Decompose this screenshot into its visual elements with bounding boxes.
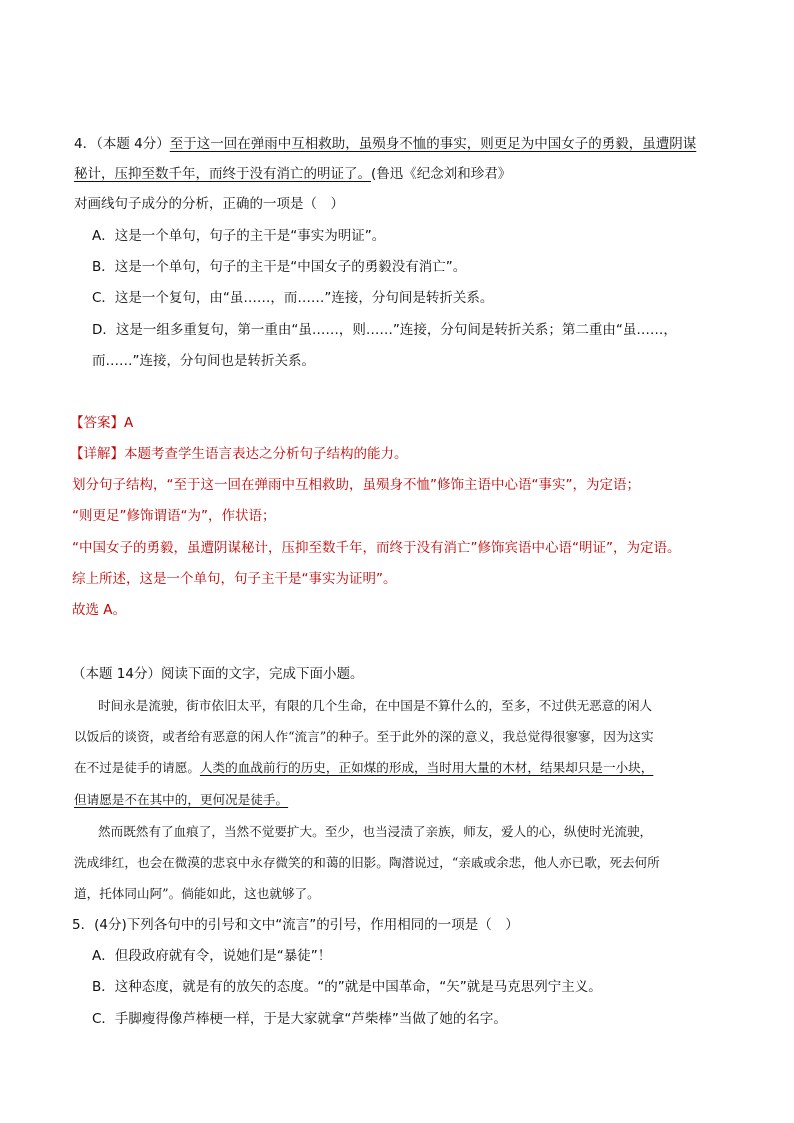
passage-p1-line-1: 时间永是流驶，街市依旧太平，有限的几个生命，在中国是不算什么的，至多，不过供无恶意的闲人	[98, 698, 653, 713]
answer-label: 【答案】	[70, 415, 124, 431]
passage-p1-line-2: 以饭后的谈资，或者给有恶意的闲人作“流言”的种子。至于此外的深的意义，我总觉得很寥寥，因为这实	[74, 729, 654, 744]
q4-option-a: A．这是一个单句，句子的主干是“事实为明证”。	[92, 228, 386, 244]
detail-label: 【详解】	[70, 446, 124, 462]
detail-line-2: 划分句子结构，“至于这一回在弹雨中互相救助，虽殒身不恤”修饰主语中心语“事实”，为定语；	[72, 477, 640, 493]
detail-line-6: 故选 A。	[72, 602, 127, 618]
q4-stem-line-2	[74, 164, 511, 184]
passage-p2-line-1: 然而既然有了血痕了，当然不觉要扩大。至少，也当浸渍了亲族，师友，爱人的心，纵使时光流驶，	[98, 824, 653, 839]
q4-number: 4．	[74, 136, 97, 152]
q4-score: （本题 4分）	[96, 136, 170, 152]
passage-p2-line-2: 洗成绯红，也会在微漠的悲哀中永存微笑的和蔼的旧影。陶潜说过，“亲戚或余悲，他人亦已歌，死去何所	[74, 855, 660, 870]
q5-option-b: B．这种态度，就是有的放矢的态度。“的”就是中国革命，“矢”就是马克思列宁主义。	[92, 979, 602, 995]
detail-text-1: 本题考查学生语言表达之分析句子结构的能力。	[124, 446, 408, 462]
q4-underlined-sentence-part1: 至于这一回在弹雨中互相救助，虽殒身不恤的事实，则更足为中国女子的勇毅，虽遭阴谋	[169, 136, 697, 152]
q5-option-c: C．手脚瘦得像芦棒梗一样，于是大家就拿“芦柴棒”当做了她的名字。	[92, 1011, 507, 1027]
passage-underlined-sentence-part1: 人类的血战前行的历史，正如煤的形成，当时用大量的木材，结果却只是一小块，	[199, 760, 654, 775]
passage-p1-line-4	[74, 790, 288, 810]
reading-intro: （本题 14分）阅读下面的文字，完成下面小题。	[72, 666, 364, 682]
detail-line-4: “中国女子的勇毅，虽遭阴谋秘计，压抑至数千年，而终于没有消亡”修饰宾语中心语“明证”，为定语。	[72, 540, 681, 556]
q4-option-d-line-2: 而……”连接，分句间也是转折关系。	[92, 353, 315, 369]
passage-p2-line-3: 道，托体同山阿”。倘能如此，这也就够了。	[74, 886, 320, 901]
answer-value: A	[124, 415, 134, 431]
q4-option-b: B．这是一个单句，句子的主干是“中国女子的勇毅没有消亡”。	[92, 259, 467, 275]
detail-line-1	[70, 444, 408, 464]
answer-line	[70, 413, 133, 433]
q4-underlined-sentence-part2: 秘计，压抑至数千年，而终于没有消亡的明证了。	[74, 166, 371, 182]
passage-p1-line-3	[74, 758, 653, 778]
detail-line-5: 综上所述，这是一个单句，句子主干是“事实为证明”。	[72, 571, 397, 587]
q4-source: (鲁迅《纪念刘和珍君》	[371, 166, 512, 182]
q4-option-c: C．这是一个复句，由“虽……，而……”连接，分句间是转折关系。	[92, 290, 494, 306]
q4-option-d-line-1: D．这是一组多重复句，第一重由“虽……，则……”连接，分句间是转折关系；第二重由“虽……，	[92, 322, 677, 338]
q5-stem: 5．(4分)下列各句中的引号和文中“流言”的引号，作用相同的一项是（ ）	[72, 917, 519, 933]
q4-prompt: 对画线句子成分的分析，正确的一项是（ ）	[74, 196, 344, 212]
q5-option-a: A．但段政府就有令，说她们是“暴徒”！	[92, 948, 332, 964]
passage-p1-line-3-plain: 在不过是徒手的请愿。	[74, 760, 200, 775]
detail-line-3: “则更足”修饰谓语“为”，作状语；	[72, 508, 276, 524]
q4-stem-line-1	[74, 134, 696, 154]
passage-underlined-sentence-part2: 但请愿是不在其中的，更何况是徒手。	[74, 792, 289, 807]
